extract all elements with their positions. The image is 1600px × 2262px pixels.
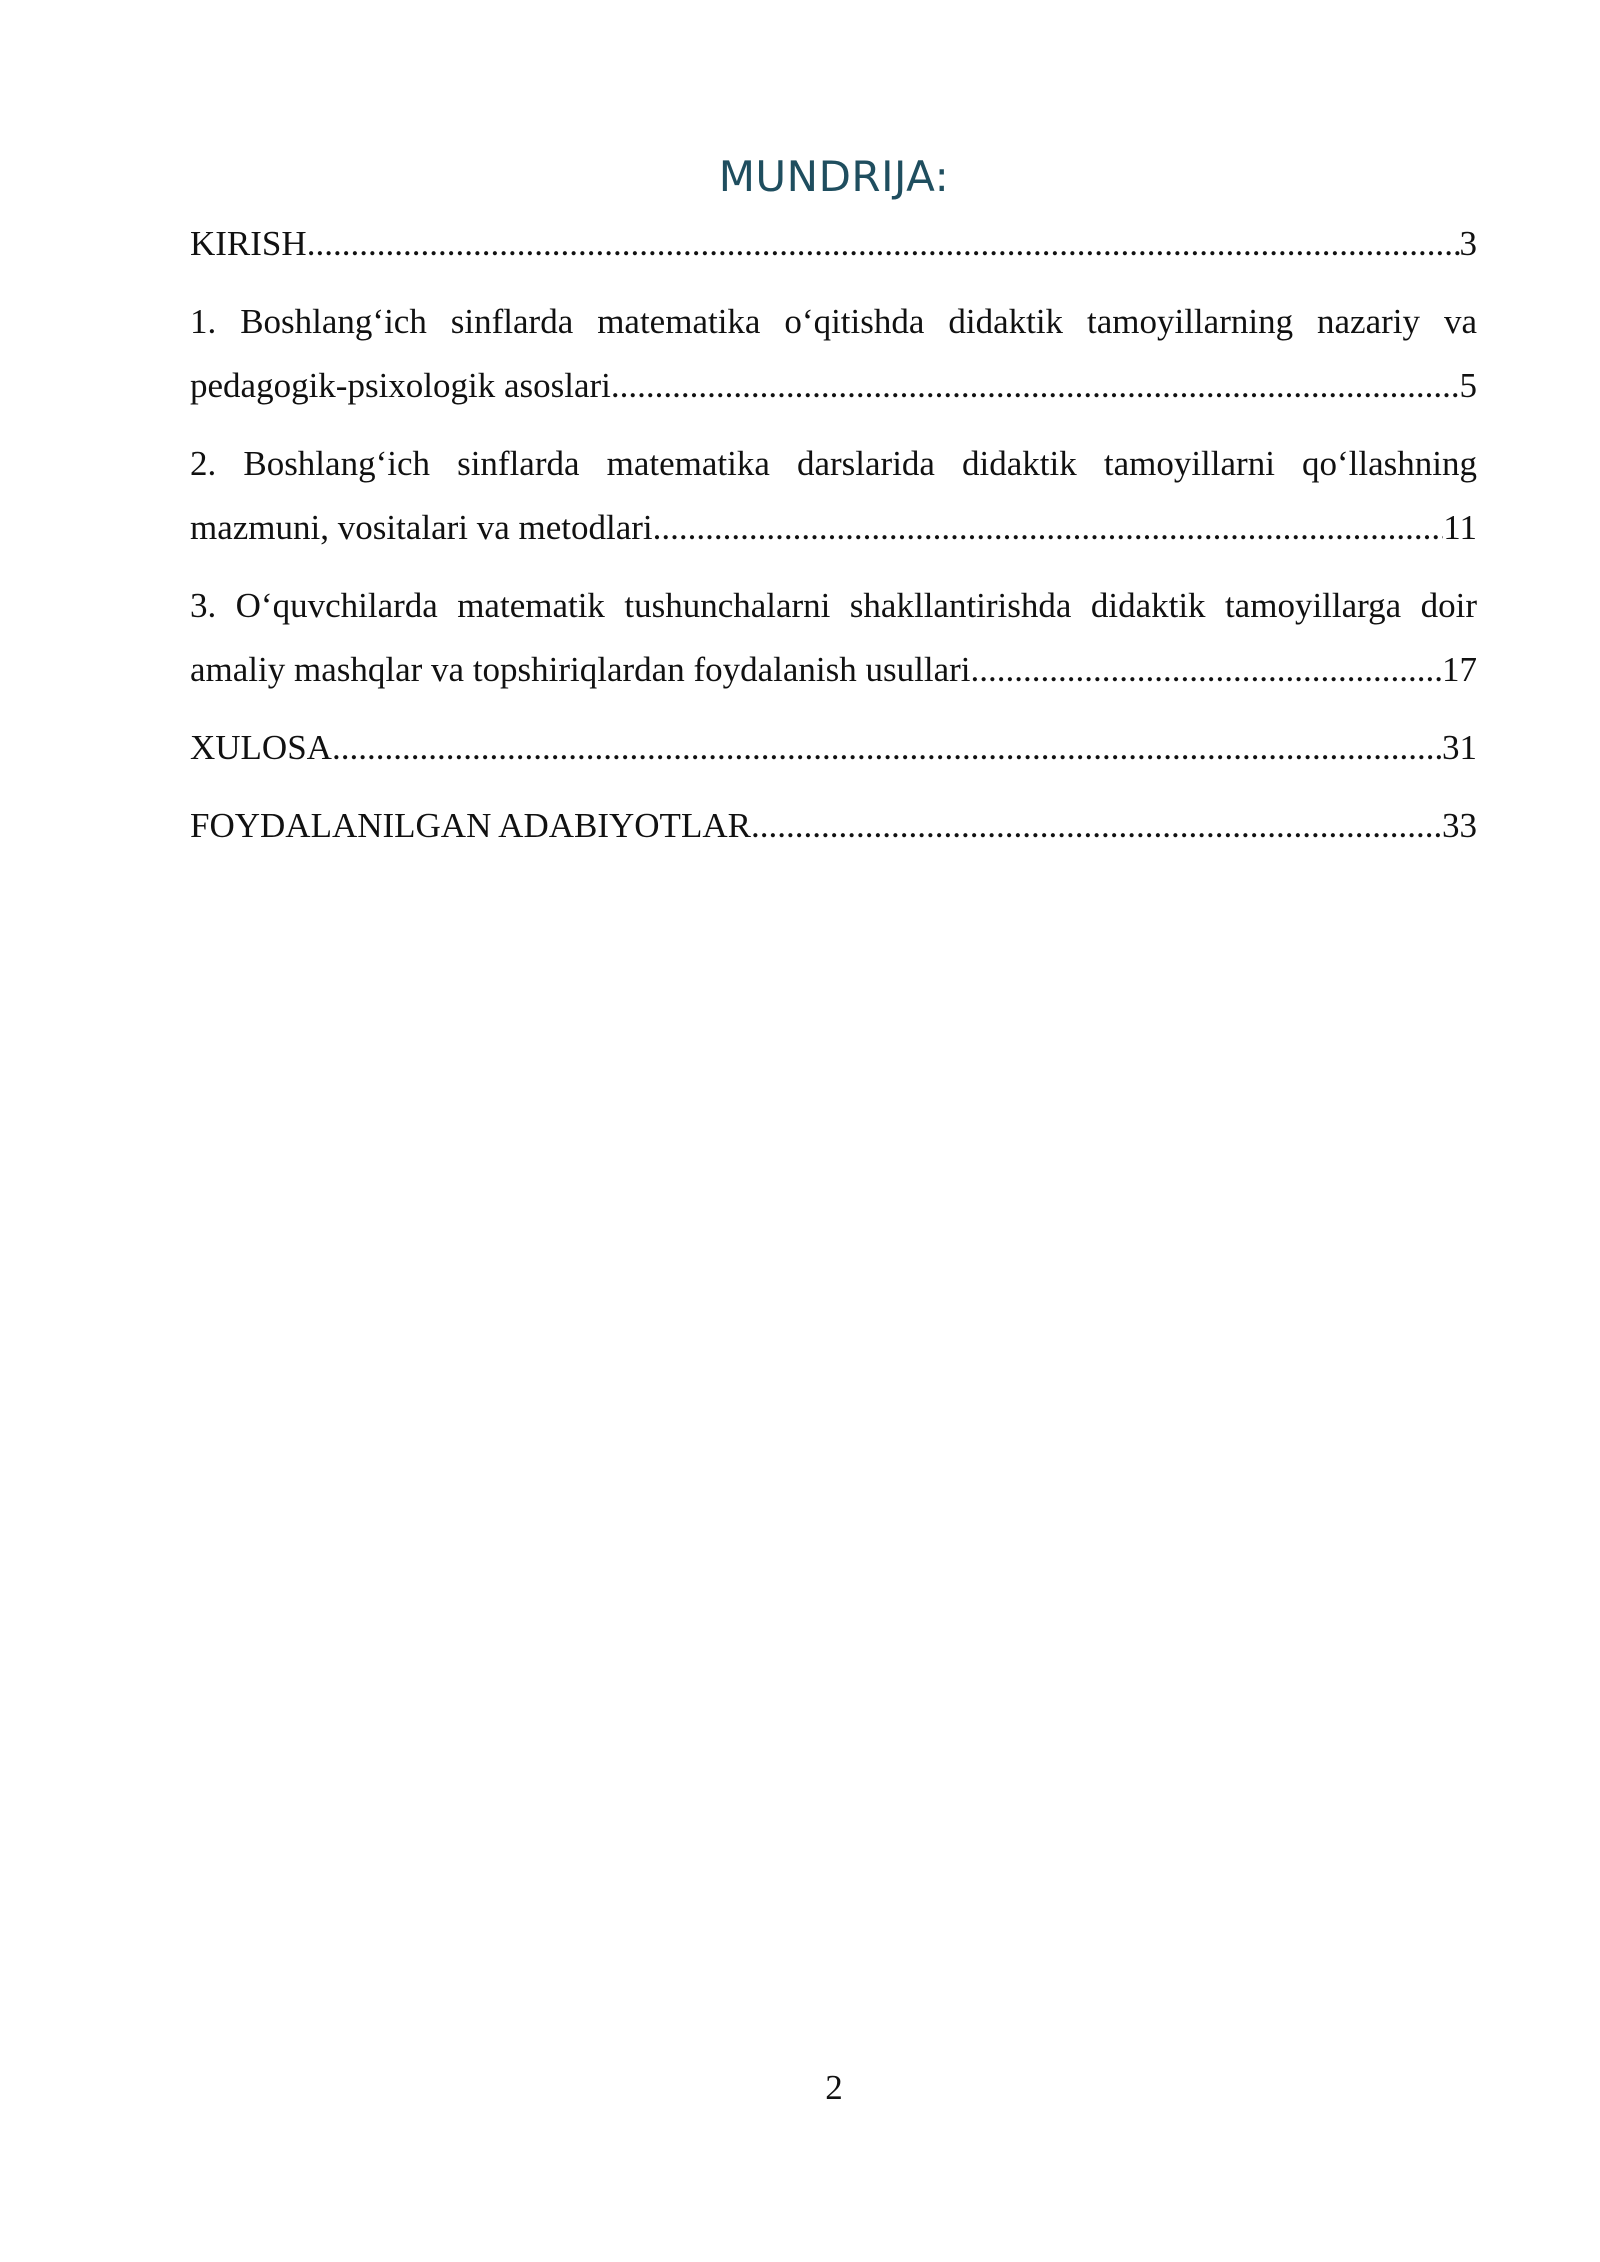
toc-entry-label: XULOSA bbox=[190, 728, 332, 767]
dot-leader bbox=[307, 212, 1460, 276]
toc-entry-chapter-3[interactable] bbox=[190, 574, 1477, 702]
toc-entry-chapter-2[interactable] bbox=[190, 432, 1477, 560]
toc-entry-chapter-1[interactable] bbox=[190, 290, 1477, 418]
dot-leader bbox=[611, 354, 1460, 418]
dot-leader bbox=[653, 496, 1444, 560]
toc-entry-xulosa[interactable] bbox=[190, 716, 1477, 780]
page-number: 2 bbox=[825, 2068, 843, 2107]
table-of-contents bbox=[190, 212, 1477, 872]
toc-entry-page: 5 bbox=[1459, 366, 1477, 405]
toc-entry-adabiyotlar[interactable] bbox=[190, 794, 1477, 858]
toc-entry-page: 3 bbox=[1459, 224, 1477, 263]
toc-title: MUNDRIJA: bbox=[718, 152, 950, 201]
toc-entry-page: 17 bbox=[1442, 650, 1477, 689]
toc-entry-page: 11 bbox=[1443, 508, 1477, 547]
toc-entry-page: 31 bbox=[1442, 728, 1477, 767]
toc-entry-label: pedagogik-psixologik asoslari bbox=[190, 366, 611, 405]
toc-entry-line: 3. O‘quvchilarda matematik tushunchalarni shakllantirishda didaktik tamoyillarga doir bbox=[190, 586, 1477, 625]
toc-entry-label: amaliy mashqlar va topshiriqlardan foydalanish usullari bbox=[190, 650, 971, 689]
toc-entry-label: mazmuni, vositalari va metodlari bbox=[190, 508, 653, 547]
toc-entry-line: 1. Boshlang‘ich sinflarda matematika o‘qitishda didaktik tamoyillarning nazariy va bbox=[190, 302, 1477, 341]
toc-entry-kirish[interactable] bbox=[190, 212, 1477, 276]
toc-entry-label: FOYDALANILGAN ADABIYOTLAR bbox=[190, 806, 751, 845]
dot-leader bbox=[751, 794, 1442, 858]
toc-entry-page: 33 bbox=[1442, 806, 1477, 845]
dot-leader bbox=[971, 638, 1443, 702]
toc-entry-label: KIRISH bbox=[190, 224, 307, 263]
dot-leader bbox=[332, 716, 1442, 780]
toc-entry-line: 2. Boshlang‘ich sinflarda matematika darslarida didaktik tamoyillarni qo‘llashning bbox=[190, 444, 1477, 483]
